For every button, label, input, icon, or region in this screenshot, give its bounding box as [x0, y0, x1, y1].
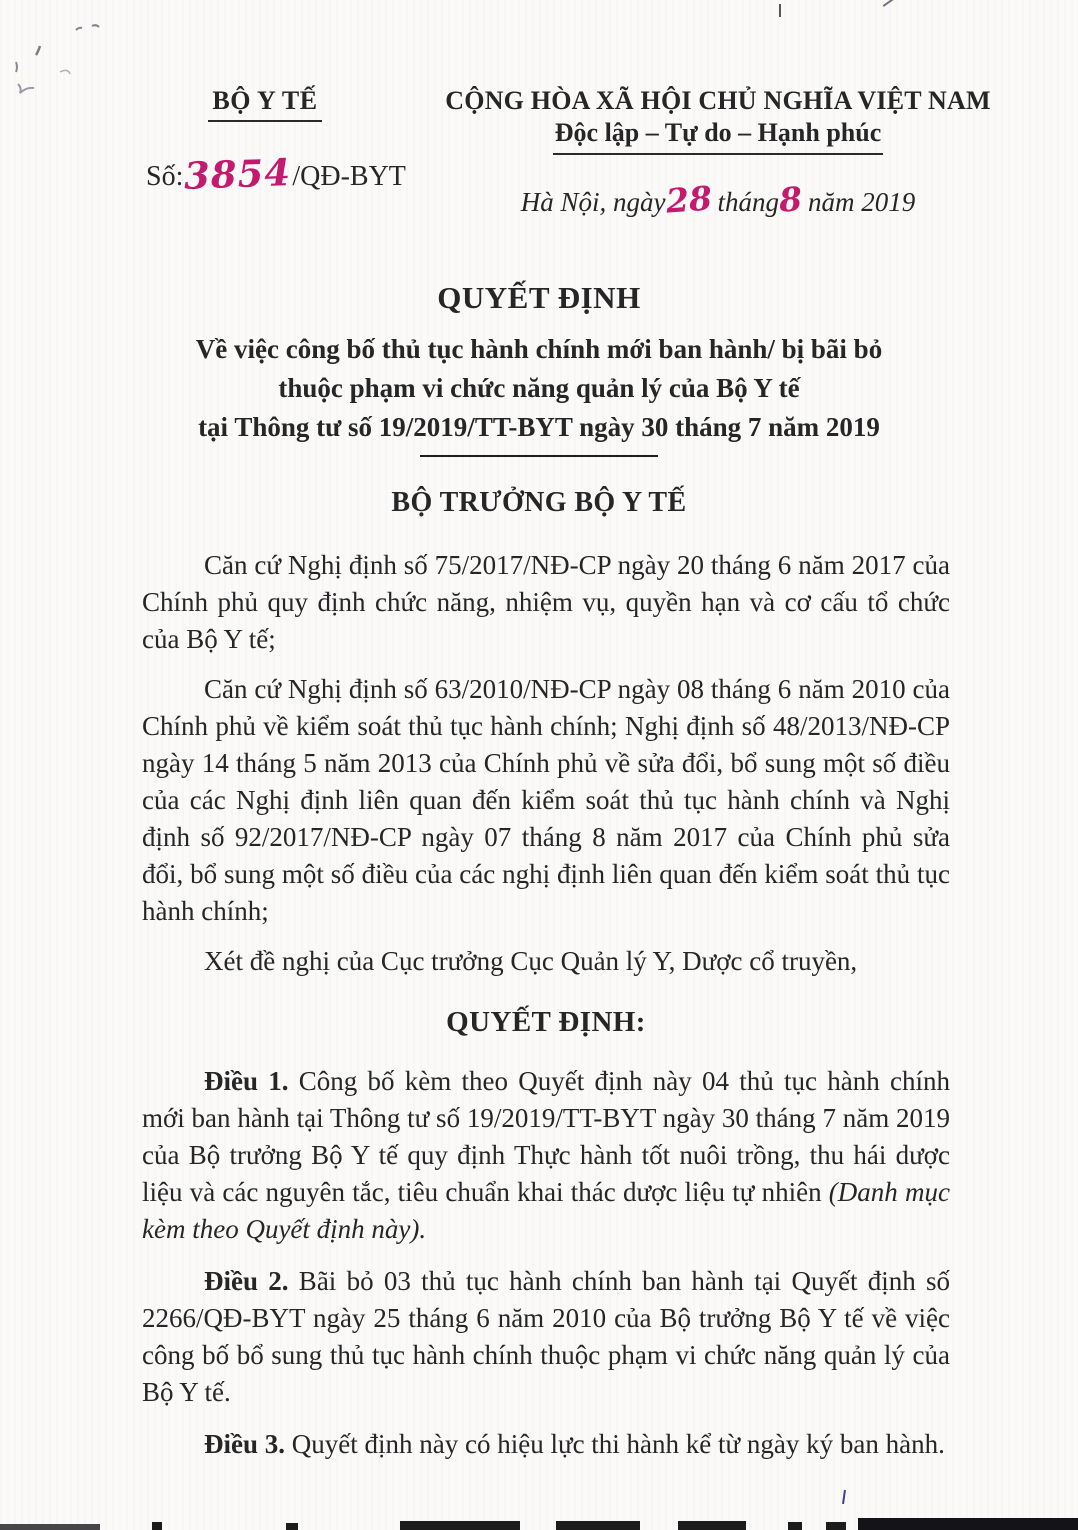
document-header: [0, 0, 1078, 221]
preamble-paragraph: Căn cứ Nghị định số 63/2010/NĐ-CP ngày 08 tháng 6 năm 2010 của Chính phủ về kiểm soát thủ tục hành chính; Nghị định số 48/2013/NĐ-CP ngày 14 tháng 5 năm 2013 của Chính phủ về sửa đổi, bổ sung một số điều của các Nghị định liên quan đến kiểm soát thủ tục hành chính và Nghị định số 92/2017/NĐ-CP ngày 07 tháng 8 năm 2017 của Chính phủ sửa đổi, bổ sung một số điều của các nghị định liên quan đến kiểm soát thủ tục hành chính;: [142, 674, 950, 926]
article-1-text: Công bố kèm theo Quyết định này 04 thủ tục hành chính mới ban hành tại Thông tư số 19/2019/TT-BYT ngày 30 tháng 7 năm 2019 của Bộ trưởng Bộ Y tế quy định Thực hành tốt nuôi trồng, thu hái dược liệu và các nguyên tắc, tiêu chuẩn khai thác dược liệu tự nhiên: [142, 1066, 951, 1207]
scan-tick-mark: [779, 4, 781, 17]
article-3-text: Quyết định này có hiệu lực thi hành kể từ ngày ký ban hành.: [285, 1429, 945, 1459]
article-3: [142, 1426, 950, 1463]
subtitle-underline-rule: [420, 455, 658, 457]
article-2: [142, 1263, 950, 1411]
national-motto-block: [428, 86, 1008, 221]
document-type-heading: QUYẾT ĐỊNH: [437, 280, 641, 315]
preamble-paragraph: Xét đề nghị của Cục trưởng Cục Quản lý Y, Dược cổ truyền,: [204, 946, 858, 976]
date-suffix: năm 2019: [807, 187, 916, 217]
place-date-line: [428, 178, 1008, 221]
issuing-agency-block: [140, 86, 406, 218]
number-prefix: Số:: [146, 161, 184, 192]
scan-edge-segment: [678, 1521, 746, 1530]
article-2-text: Bãi bỏ 03 thủ tục hành chính ban hành tại Quyết định số 2266/QĐ-BYT ngày 25 tháng 6 năm 2010 của Bộ trưởng Bộ Y tế về việc công bố bổ sung thủ tục hành chính thuộc phạm vi chức năng quản lý của Bộ Y tế.: [142, 1266, 950, 1407]
date-prefix: Hà Nội, ngày: [520, 187, 666, 217]
handwritten-month: 8: [777, 179, 804, 220]
scan-edge-segment: [286, 1523, 298, 1530]
national-title: CỘNG HÒA XÃ HỘI CHỦ NGHĨA VIỆT NAM: [445, 86, 991, 115]
document-body: [0, 547, 1078, 1463]
scan-tick-mark: [842, 1490, 846, 1504]
number-suffix: /QĐ-BYT: [292, 161, 406, 192]
date-mid: tháng: [717, 187, 779, 217]
subject-line-3: tại Thông tư số 19/2019/TT-BYT ngày 30 tháng 7 năm 2019: [198, 412, 880, 442]
scan-edge-segment: [858, 1518, 1078, 1530]
article-3-label: Điều 3.: [204, 1429, 285, 1459]
title-block: [0, 280, 1078, 519]
scan-edge-segment: [0, 1524, 100, 1530]
national-motto: Độc lập – Tự do – Hạnh phúc: [553, 118, 884, 155]
subject-line-2: thuộc phạm vi chức năng quản lý của Bộ Y tế: [278, 373, 800, 403]
document-number-line: [140, 150, 406, 198]
issuing-agency-name: BỘ Y TẾ: [208, 86, 321, 122]
scan-edge-segment: [400, 1521, 520, 1530]
scan-edge-segment: [152, 1522, 162, 1530]
scan-bottom-edge: [0, 1516, 1078, 1530]
article-1-italic-note: (Danh mục kèm theo Quyết định này).: [142, 1177, 950, 1244]
scan-edge-segment: [556, 1521, 640, 1530]
subject-line-1: Về việc công bố thủ tục hành chính mới ban hành/ bị bãi bỏ: [195, 334, 883, 364]
scan-edge-segment: [788, 1522, 802, 1530]
handwritten-day: 28: [664, 178, 713, 221]
scan-edge-segment: [826, 1522, 846, 1530]
issuing-authority: BỘ TRƯỞNG BỘ Y TẾ: [391, 487, 687, 518]
pencil-scribble-marks: [8, 14, 128, 104]
preamble-paragraph: Căn cứ Nghị định số 75/2017/NĐ-CP ngày 20 tháng 6 năm 2017 của Chính phủ quy định chức năng, nhiệm vụ, quyền hạn và cơ cấu tổ chức của Bộ Y tế;: [142, 550, 950, 654]
handwritten-document-number: 3854: [183, 150, 293, 198]
article-1-label: Điều 1.: [204, 1066, 289, 1096]
article-1: [142, 1063, 950, 1248]
article-2-label: Điều 2.: [204, 1266, 289, 1296]
document-subject: [0, 330, 1078, 447]
decision-section-heading: QUYẾT ĐỊNH:: [446, 1006, 646, 1038]
